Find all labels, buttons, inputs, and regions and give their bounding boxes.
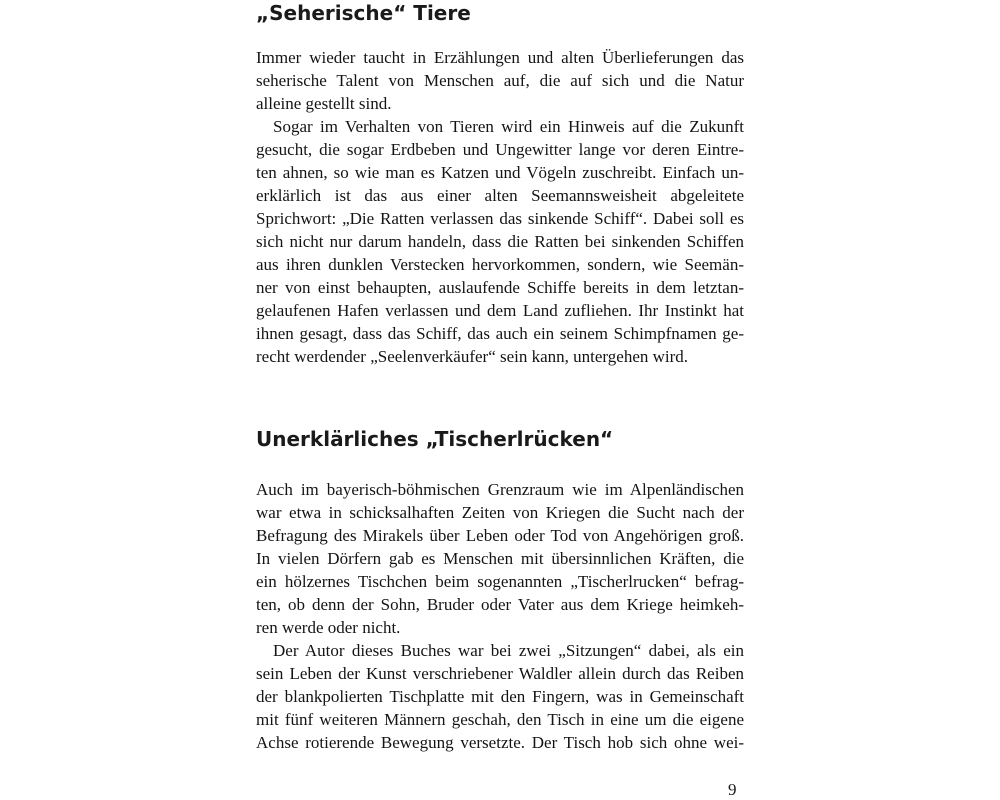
text-line: Der Autor dieses Buches war bei zwei „Sitzungen“ dabei, als ein bbox=[273, 641, 744, 660]
text-line: Immer wieder taucht in Erzählungen und alten Überlieferungen das bbox=[256, 48, 744, 67]
page-number: 9 bbox=[728, 780, 737, 799]
text-line: alleine gestellt sind. bbox=[256, 94, 392, 113]
text-line: ner von einst behaupten, auslaufende Schiffe bereits in dem letztan- bbox=[256, 278, 744, 297]
text-line: ten, ob denn der Sohn, Bruder oder Vater aus dem Kriege heimkeh- bbox=[256, 595, 744, 614]
text-line: ten ahnen, so wie man es Katzen und Vögeln zuschreibt. Einfach un- bbox=[256, 163, 744, 182]
text-line: Sogar im Verhalten von Tieren wird ein Hinweis auf die Zukunft bbox=[273, 117, 744, 136]
text-line: seherische Talent von Menschen auf, die auf sich und die Natur bbox=[256, 71, 744, 90]
section-body-seherische-tiere bbox=[256, 46, 744, 368]
text-line: gesucht, die sogar Erdbeben und Ungewitter lange vor deren Eintre- bbox=[256, 140, 744, 159]
text-line: Auch im bayerisch-böhmischen Grenzraum wie im Alpenländischen bbox=[256, 480, 744, 499]
text-line: gelaufenen Hafen verlassen und dem Land zufliehen. Ihr Instinkt hat bbox=[256, 301, 744, 320]
text-line: ein hölzernes Tischchen beim sogenannten „Tischerlrucken“ befrag- bbox=[256, 572, 744, 591]
text-line: aus ihren dunklen Verstecken hervorkommen, sondern, wie Seemän- bbox=[256, 255, 744, 274]
text-line: der blankpolierten Tischplatte mit den Fingern, was in Gemeinschaft bbox=[256, 687, 744, 706]
text-line: sich nicht nur darum handeln, dass die Ratten bei sinkenden Schiffen bbox=[256, 232, 744, 251]
text-line: recht werdender „Seelenverkäufer“ sein kann, untergehen wird. bbox=[256, 347, 689, 366]
text-line: Befragung des Mirakels über Leben oder Tod von Angehörigen groß. bbox=[256, 526, 744, 545]
text-line: war etwa in schicksalhaften Zeiten von Kriegen die Sucht nach der bbox=[256, 503, 744, 522]
text-line: In vielen Dörfern gab es Menschen mit übersinnlichen Kräften, die bbox=[256, 549, 744, 568]
section-heading-seherische-tiere: „Seherische“ Tiere bbox=[256, 1, 471, 25]
text-line: mit fünf weiteren Männern geschah, den Tisch in eine um die eigene bbox=[256, 710, 744, 729]
section-body-tischerlruecken bbox=[256, 478, 744, 754]
text-line: sein Leben der Kunst verschriebener Waldler allein durch das Reiben bbox=[256, 664, 744, 683]
text-line: erklärlich ist das aus einer alten Seemannsweisheit abgeleitete bbox=[256, 186, 744, 205]
text-line: Achse rotierende Bewegung versetzte. Der Tisch hob sich ohne wei- bbox=[256, 733, 744, 752]
text-line: ihnen gesagt, dass das Schiff, das auch ein seinem Schimpfnamen ge- bbox=[256, 324, 744, 343]
text-line: Sprichwort: „Die Ratten verlassen das sinkende Schiff“. Dabei soll es bbox=[256, 209, 744, 228]
text-line: ren werde oder nicht. bbox=[256, 618, 401, 637]
section-heading-tischerlruecken: Unerklärliches „Tischerlrücken“ bbox=[256, 427, 614, 451]
